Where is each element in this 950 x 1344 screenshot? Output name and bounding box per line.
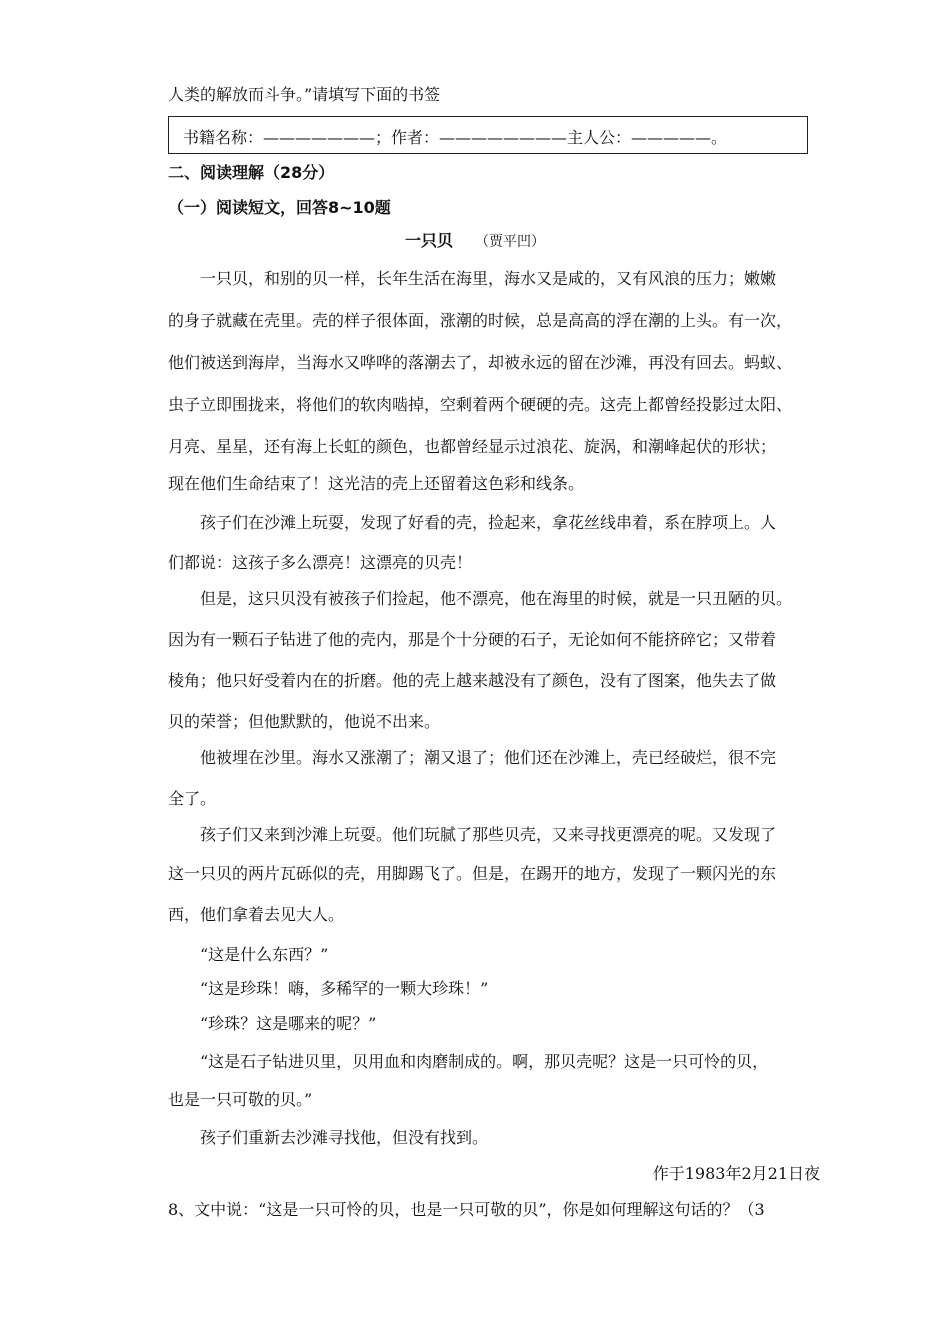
story-title-row: [0, 228, 950, 251]
story-line: 他被埋在沙里。海水又涨潮了；潮又退了；他们还在沙滩上，壳已经破烂，很不完: [200, 748, 777, 767]
story-line: 他们被送到海岸，当海水又哗哗的落潮去了，却被永远的留在沙滩，再没有回去。蚂蚁、: [168, 353, 793, 372]
story-line: 一只贝，和别的贝一样，长年生活在海里，海水又是咸的，又有风浪的压力；嫩嫩: [200, 269, 777, 288]
story-line: 孩子们重新去沙滩寻找他，但没有找到。: [200, 1128, 489, 1147]
story-line: 们都说：这孩子多么漂亮！这漂亮的贝壳！: [168, 553, 473, 572]
dialogue-line: “这是什么东西？”: [200, 945, 329, 964]
bookmark-fill-line[interactable]: 书籍名称：———————；作者：————————主人公：—————。: [183, 128, 728, 147]
story-line: 虫子立即围拢来，将他们的软肉啮掉，空剩着两个硬硬的壳。这壳上都曾经投影过太阳、: [168, 395, 793, 414]
intro-tail-text: 人类的解放而斗争。”请填写下面的书签: [168, 85, 441, 104]
story-title: 一只贝: [404, 231, 453, 250]
story-line: 的身子就藏在壳里。壳的样子很体面，涨潮的时候，总是高高的浮在潮的上头。有一次，: [168, 311, 793, 330]
story-date: 作于1983年2月21日夜: [652, 1164, 820, 1183]
story-line: 全了。: [168, 789, 217, 808]
story-line: 孩子们又来到沙滩上玩耍。他们玩腻了那些贝壳，又来寻找更漂亮的呢。又发现了: [200, 825, 777, 844]
bookmark-box: [168, 116, 808, 154]
story-line: 因为有一颗石子钻进了他的壳内，那是个十分硬的石子，无论如何不能挤碎它；又带着: [168, 630, 777, 649]
story-line: 棱角；他只好受着内在的折磨。他的壳上越来越没有了颜色，没有了图案，他失去了做: [168, 671, 777, 690]
dialogue-line: “珍珠？这是哪来的呢？”: [200, 1014, 377, 1033]
story-line: 这一只贝的两片瓦砾似的壳，用脚踢飞了。但是，在踢开的地方，发现了一颗闪光的东: [168, 864, 777, 883]
story-line: 现在他们生命结束了！这光洁的壳上还留着这色彩和线条。: [168, 474, 585, 493]
story-line: 贝的荣誉；但他默默的，他说不出来。: [168, 712, 441, 731]
section-heading-reading: 二、阅读理解（28分）: [168, 163, 335, 182]
question-8: 8、文中说：“这是一只可怜的贝，也是一只可敬的贝”，你是如何理解这句话的？（3: [168, 1200, 765, 1219]
story-line: 但是，这只贝没有被孩子们捡起，他不漂亮，他在海里的时候，就是一只丑陋的贝。: [200, 589, 793, 608]
story-line: 月亮、星星，还有海上长虹的颜色，也都曾经显示过浪花、旋涡，和潮峰起伏的形状；: [168, 437, 777, 456]
dialogue-line: 也是一只可敬的贝。”: [168, 1090, 313, 1109]
story-author: （贾平凹）: [475, 234, 545, 250]
dialogue-line: “这是珍珠！嗨，多稀罕的一颗大珍珠！”: [200, 979, 489, 998]
story-line: 西，他们拿着去见大人。: [168, 905, 345, 924]
story-line: 孩子们在沙滩上玩耍，发现了好看的壳，捡起来，拿花丝线串着，系在脖项上。人: [200, 513, 777, 532]
subsection-heading: （一）阅读短文，回答8~10题: [168, 198, 391, 217]
dialogue-line: “这是石子钻进贝里，贝用血和肉磨制成的。啊，那贝壳呢？这是一只可怜的贝，: [200, 1052, 769, 1071]
